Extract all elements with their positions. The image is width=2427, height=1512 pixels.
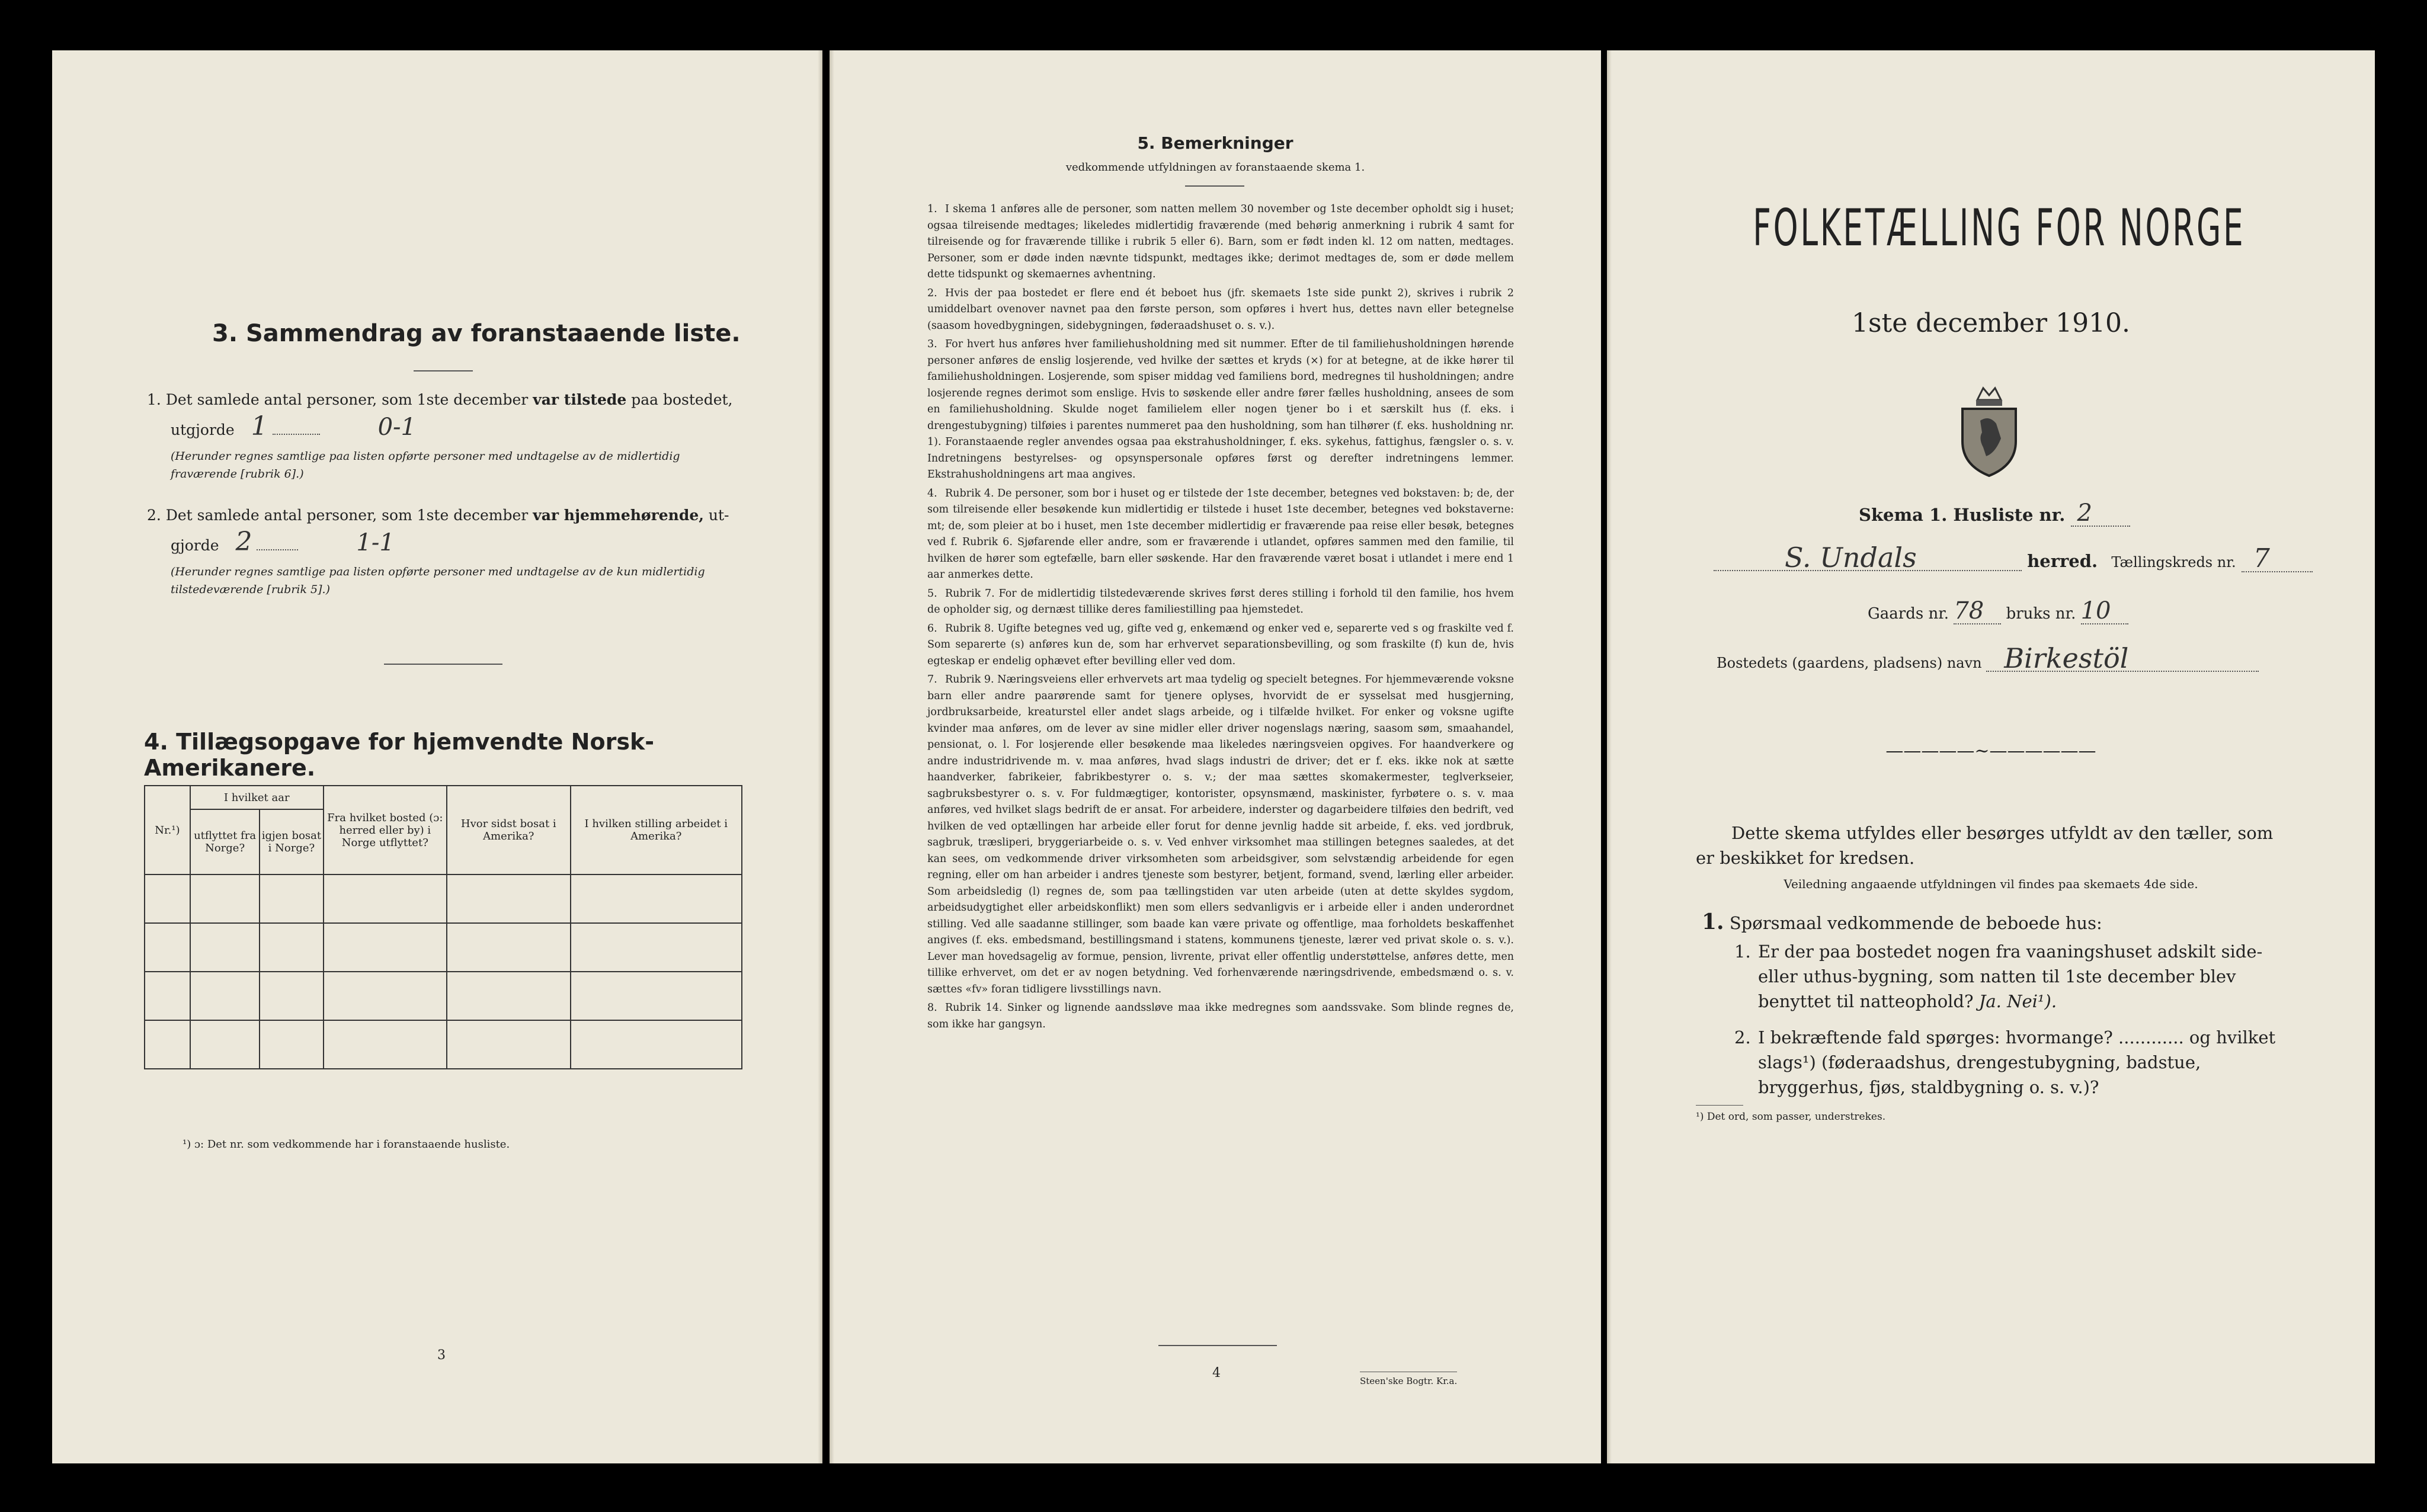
skema-label: Skema 1. Husliste nr. [1859, 505, 2066, 525]
item1-bold: var tilstede [533, 391, 627, 408]
page-number: 3 [437, 1348, 446, 1363]
remarks-heading: 5. Bemerkninger [1137, 133, 1293, 153]
remark-number: 2. [927, 287, 937, 299]
page-edge [1607, 50, 1612, 1463]
q1-num: 1. [1734, 941, 1751, 962]
item2-value: 2 [235, 527, 252, 557]
page-edge [818, 50, 822, 1463]
dotted-line [273, 434, 320, 435]
form-date: 1ste december 1910. [1851, 308, 2131, 338]
gaards-line [1868, 598, 2128, 626]
page-edge [830, 50, 834, 1463]
veiledning: Veiledning angaaende utfyldningen vil findes paa skemaets 4de side. [1784, 877, 2198, 891]
col-stilling: I hvilken stilling arbeidet i Amerika? [571, 786, 742, 874]
dotted-line [257, 549, 298, 550]
instruction: Dette skema utfyldes eller besørges utfyldt av den tæller, som er beskikket for kredsen. [1696, 823, 2274, 868]
q2-text: I bekræftende fald spørges: hvormange? ............ og hvilket slags¹) (føderaadshus, drengestubygning, badstue, bryggerhus, fjøs, staldbygning o. s. v.)? [1758, 1027, 2276, 1097]
remark-item [927, 486, 1514, 584]
item1-handnote: 0-1 [377, 414, 416, 441]
q-heading-num: 1. [1702, 909, 1724, 934]
section4-title: 4. Tillægsopgave for hjemvendte Norsk-Amerikanere. [144, 729, 654, 781]
form-title-wrap [1607, 198, 2375, 258]
item2-note: (Herunder regnes samtlige paa listen opførte personer med undtagelse av de kun midlertidig tilstedeværende [rubrik 5].) [171, 565, 705, 596]
remarks-subheading: vedkommende utfyldningen av foranstaaende skema 1. [1065, 161, 1365, 174]
form-title: FOLKETÆLLING FOR NORGE [1753, 198, 2246, 258]
remark-text: Rubrik 8. Ugifte betegnes ved ug, gifte ved g, enkemænd og enker ved e, separerte ved s og fraskilte ved f. Som separerte (s) anføres kun de, som har erhvervet separationsbevilling, og som fraskilte (f) kun de, hvis egteskap er endelig ophævet efter bevilling eller ved dom. [927, 622, 1514, 667]
item2-line2 [171, 527, 395, 558]
footnote: ¹) Det ord, som passer, understrekes. [1696, 1111, 1886, 1123]
q2-num: 2. [1734, 1027, 1751, 1047]
q1 [1758, 939, 2303, 1014]
item2-label: gjorde [171, 537, 219, 554]
item2-text: Det samlede antal personer, som 1ste december [165, 507, 533, 524]
printer-mark: Steen'ske Bogtr. Kr.a. [1360, 1372, 1457, 1386]
remark-text: Hvis der paa bostedet er flere end ét beboet hus (jfr. skemaets 1ste side punkt 2), skrives i rubrik 2 umiddelbart ovenover navnet paa den første person, som opføres i hvert hus, dettes navn eller betegnelse (saasom hovedbygningen, sidebygningen, føderaadshuset o. s. v.). [927, 287, 1514, 332]
divider [1185, 185, 1244, 187]
remark-text: For hvert hus anføres hver familiehusholdning med sit nummer. Efter de til familiehusholdningen hørende personer anføres de enslig losjerende, ved hvilke der sættes et kryds (×) for at betegne, at de ikke hører til familiehusholdningen. Losjerende, som spiser middag ved familiens bord, medregnes til husholdningen; andre losjerende regnes derimot som enslige. Hvis to søskende eller andre fører fælles husholdning, ansees de som en familiehusholdning. Skulde noget familielem eller nogen tjener bo i et særskilt hus (f. eks. i drengestubygning) tilføies i parentes nummeret paa den husholdning, som han tilhører (f. eks. husholdning nr. 1). Foranstaaende regler anvendes ogsaa paa ekstrahusholdninger, f. eks. sykehus, fattighus, fængsler o. s. v. Indretningens bestyrelses- og opsynspersonale opføres først og derefter indretningens lemmer. Ekstrahusholdningens art maa angives. [927, 338, 1514, 480]
questions-heading [1702, 909, 2102, 936]
item2 [147, 504, 739, 527]
bruks-field[interactable]: 10 [2081, 598, 2128, 624]
q1-answer[interactable]: Ja. Nei¹). [1978, 991, 2057, 1011]
remark-text: Rubrik 4. De personer, som bor i huset og er tilstede der 1ste december, betegnes ved bokstaven: b; de, der som tilreisende eller besøkende kun midlertidig er tilstede i huset 1ste december, betegnes ved bokstaverne: mt; de, som pleier at bo i huset, men 1ste december midlertidig er fraværende paa reise eller besøk, betegnes ved f. Rubrik 6. Sjøfarende eller andre, som er fraværende i utlandet, opføres sammen med den familie, til hvilken de hører som egtefælle, barn eller søskende. Har den fraværende været bosat i utlandet i mere end 1 aar anmerkes dette. [927, 487, 1514, 581]
page-right [1607, 50, 2375, 1463]
gaards-label: Gaards nr. [1868, 605, 1949, 623]
divider [1158, 1345, 1277, 1346]
herred-label: herred. [2027, 551, 2098, 571]
table-row[interactable] [145, 874, 742, 923]
col-igjen: igjen bosat i Norge? [260, 809, 323, 874]
remark-number: 1. [927, 203, 937, 215]
col-nr: Nr.¹) [145, 786, 190, 874]
ornament-divider: —————~—————— [1885, 741, 2096, 761]
remark-number: 3. [927, 338, 937, 350]
remark-text: Rubrik 9. Næringsveiens eller erhvervets art maa tydelig og specielt betegnes. For hjemmeværende voksne barn eller andre paarørende samt for tjenere oplyses, hvorvidt de er sysselsat med husgjerning, jordbruksarbeide, kreaturstel eller andet slags arbeide, og i tilfælde hvilket. For enker og voksne ugifte kvinder maa anføres, om de lever av sine midler eller driver nogenslags næring, saasom søm, smaahandel, pensionat, o. l. For losjerende eller besøkende maa likeledes næringsveien opgives. For haandverkere og andre industridrivende m. v. maa anføres, hvad slags industri de driver; det er f. eks. ikke nok at sætte haandverker, fabrikeier, fabrikbestyrer o. s. v.; der maa sættes skomakermester, teglverkseier, sagbruksbestyrer o. s. v. For fuldmægtiger, kontorister, opsynsmænd, maskinister, fyrbøtere o. s. v. maa anføres, ved hvilket slags bedrift de er ansat. For arbeidere, inderster og dagarbeidere tilføies den bedrift, ved hvilken de ved optællingen har arbeide eller forut for denne jevnlig hadde sit arbeide, f. eks. ved jordbruk, sagbruk, træsliperi, bryggeriarbeide o. s. v. Ved enhver virksomhet maa stillingen betegnes saaledes, at det kan sees, om vedkommende driver virksomheten som arbeidsgiver, som selvstændig arbeidende for egen regning, eller om han arbeider i andres tjeneste som bestyrer, betjent, formand, svend, lærling eller arbeider. Som arbeidsledig (l) regnes de, som paa tællingstiden var uten arbeide (uten at dette skyldes sygdom, arbeidsudygtighet eller arbeidskonflikt) men som ellers sedvanligvis er i arbeide eller i anden underordnet stilling. Ved alle saadanne stillinger, som baade kan være private og offentlige, maa forholdets beskaffenhet angives (f. eks. embedsmand, bestillingsmand i statens, kommunens tjeneste, lærer ved privat skole o. s. v.). Lever man hovedsagelig av formue, pension, livrente, privat eller offentlig understøttelse, anføres dette, men tillike erhvervet, om det er av nogen betydning. Ved forhenværende næringsdrivende, embedsmænd o. s. v. sættes «fv» foran tidligere livsstillings navn. [927, 674, 1514, 995]
item1-text-b: paa bostedet, [626, 391, 733, 408]
remark-item [927, 621, 1514, 670]
item2-text-b: ut- [703, 507, 729, 524]
bosted-label: Bostedets (gaardens, pladsens) navn [1717, 655, 1982, 671]
bosted-field[interactable]: Birkestöl [1986, 646, 2259, 672]
table-row[interactable] [145, 923, 742, 972]
page-middle [830, 50, 1601, 1463]
tk-label: Tællingskreds nr. [2111, 554, 2236, 571]
remark-number: 7. [927, 674, 937, 685]
table-row[interactable] [145, 972, 742, 1020]
footnote: ¹) ɔ: Det nr. som vedkommende har i foranstaaende husliste. [182, 1138, 510, 1151]
col-hvor: Hvor sidst bosat i Amerika? [447, 786, 570, 874]
item2-handnote: 1-1 [356, 529, 395, 556]
divider [384, 664, 502, 665]
remark-number: 6. [927, 622, 937, 635]
remark-number: 5. [927, 587, 937, 600]
remarks-list [927, 201, 1514, 1035]
coat-of-arms-icon [1954, 382, 2025, 477]
bosted-line [1717, 642, 2259, 675]
item1-label: utgjorde [171, 421, 235, 438]
divider [1696, 1105, 1743, 1106]
item1-value: 1 [251, 411, 268, 441]
skema-line [1859, 501, 2130, 527]
tk-field[interactable]: 7 [2242, 546, 2313, 572]
item1 [147, 388, 739, 412]
remark-item [927, 337, 1514, 483]
page-number: 4 [1212, 1366, 1221, 1380]
section3-title: 3. Sammendrag av foranstaaende liste. [212, 320, 741, 347]
remark-text: Rubrik 7. For de midlertidig tilstedeværende skrives først deres stilling i forhold til den familie, hos hvem de opholder sig, og dernæst tillike deres familiestilling paa hjemstedet. [927, 587, 1514, 616]
page-left [52, 50, 822, 1463]
item1-line2 [171, 411, 416, 442]
q-heading: Spørsmaal vedkommende de beboede hus: [1729, 913, 2102, 933]
husliste-nr-field[interactable]: 2 [2071, 501, 2130, 527]
herred-field[interactable]: S. Undals [1714, 545, 2022, 571]
item1-note: (Herunder regnes samtlige paa listen opførte personer med undtagelse av de midlertidig fraværende [rubrik 6].) [171, 450, 680, 480]
herred-line [1714, 542, 2313, 575]
remark-number: 4. [927, 487, 937, 499]
col-fra: Fra hvilket bosted (ɔ: herred eller by) i Norge utflyttet? [324, 786, 447, 874]
remark-text: I skema 1 anføres alle de personer, som natten mellem 30 november og 1ste december opholdt sig i huset; ogsaa tilreisende medtages; likeledes midlertidig fraværende (med behørig anmerkning i rubrik 4 samt for tilreisende og for fraværende tillike i rubrik 5 eller 6). Barn, som er født inden kl. 12 om natten, medtages. Personer, som er døde inden nævnte tidspunkt, medtages ikke; derimot medtages de, som er døde mellem dette tidspunkt og skemaernes avhentning. [927, 203, 1514, 280]
remark-item [927, 286, 1514, 335]
q1-text: Er der paa bostedet nogen fra vaaningshuset adskilt side- eller uthus-bygning, som natten til 1ste december blev benyttet til natteophold? [1758, 941, 2263, 1011]
remark-item [927, 201, 1514, 283]
norsk-amerikanere-table [144, 785, 742, 1069]
item1-number: 1. [147, 391, 161, 408]
remark-text: Rubrik 14. Sinker og lignende aandssløve maa ikke medregnes som aandssvake. Som blinde regnes de, som ikke har gangsyn. [927, 1002, 1514, 1030]
bruks-label: bruks nr. [2006, 605, 2076, 623]
remark-item [927, 586, 1514, 619]
item1-text: Det samlede antal personer, som 1ste december [165, 391, 533, 408]
remark-number: 8. [927, 1002, 937, 1014]
col-utflyttet: utflyttet fra Norge? [190, 809, 260, 874]
table-row[interactable] [145, 1020, 742, 1069]
remark-item [927, 672, 1514, 998]
col-group-aar: I hvilket aar [190, 786, 324, 809]
item2-bold: var hjemmehørende, [533, 507, 704, 524]
remark-item [927, 1000, 1514, 1033]
divider [414, 370, 473, 371]
item2-number: 2. [147, 507, 161, 524]
gaards-field[interactable]: 78 [1954, 598, 2001, 624]
